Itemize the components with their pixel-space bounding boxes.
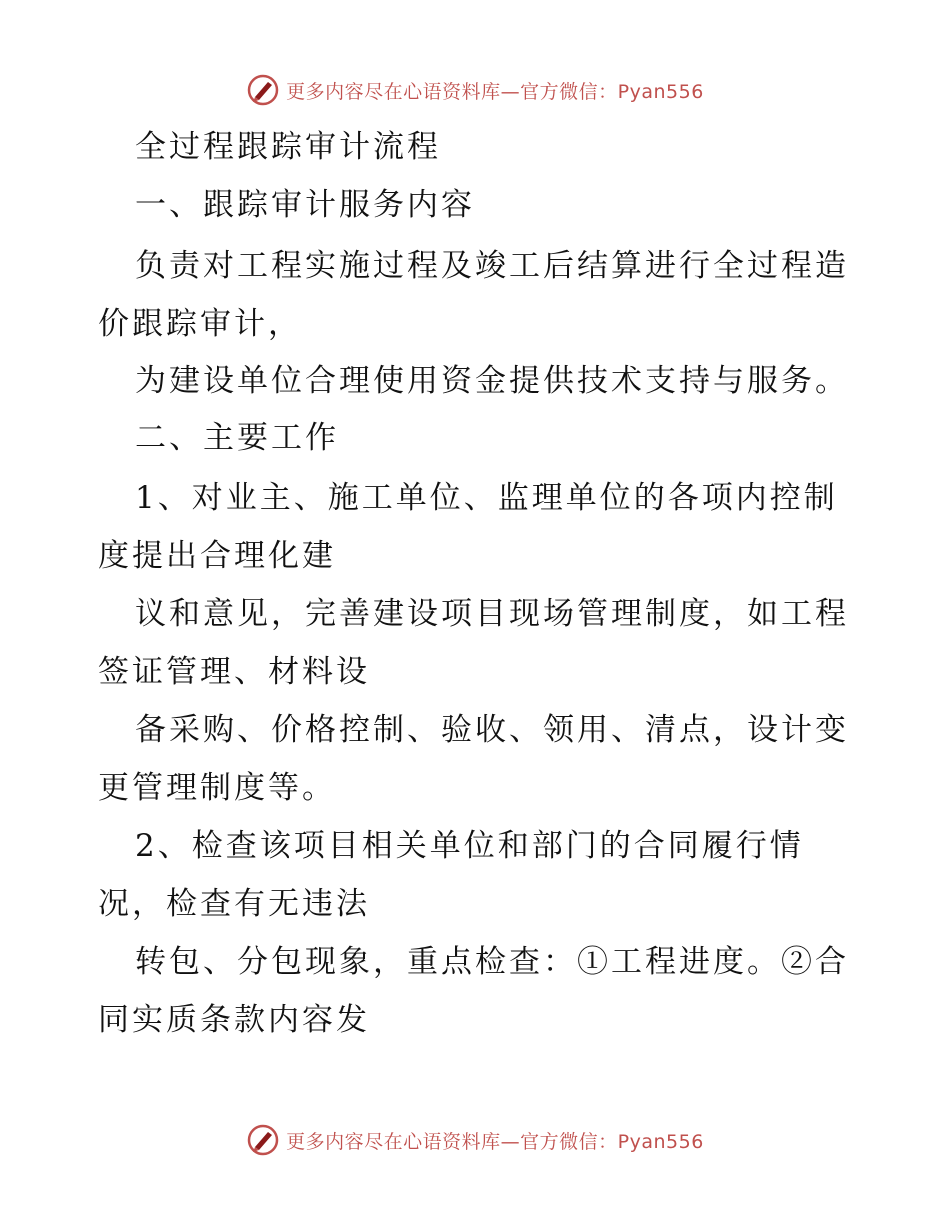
watermark-text: 更多内容尽在心语资料库—官方微信：Pyan556 <box>286 1130 704 1153</box>
paragraph-line: 同实质条款内容发 <box>98 1002 370 1038</box>
paragraph-line: 价跟踪审计， <box>98 306 302 342</box>
watermark-text: 更多内容尽在心语资料库—官方微信：Pyan556 <box>286 80 704 103</box>
paragraph-line: 议和意见，完善建设项目现场管理制度，如工程 <box>135 596 849 632</box>
footer-watermark <box>0 1120 950 1160</box>
paragraph-line: 签证管理、材料设 <box>98 654 370 690</box>
paragraph-line: 1、对业主、施工单位、监理单位的各项内控制 <box>135 480 838 516</box>
paragraph-line: 2、检查该项目相关单位和部门的合同履行情 <box>135 828 804 864</box>
paragraph-line: 为建设单位合理使用资金提供技术支持与服务。 <box>135 363 849 399</box>
paragraph-line: 备采购、价格控制、验收、领用、清点，设计变 <box>135 712 849 748</box>
paragraph-line: 况，检查有无违法 <box>98 886 370 922</box>
paragraph-line: 转包、分包现象，重点检查：①工程进度。②合 <box>135 944 849 980</box>
paragraph-line: 度提出合理化建 <box>98 538 336 574</box>
section-heading: 二、主要工作 <box>135 420 339 456</box>
pen-logo-icon <box>246 73 280 107</box>
pen-logo-icon <box>246 1123 280 1157</box>
section-heading: 一、跟踪审计服务内容 <box>135 187 475 223</box>
paragraph-line: 负责对工程实施过程及竣工后结算进行全过程造 <box>135 248 849 284</box>
header-watermark <box>0 70 950 110</box>
document-title: 全过程跟踪审计流程 <box>135 129 441 165</box>
paragraph-line: 更管理制度等。 <box>98 770 336 806</box>
